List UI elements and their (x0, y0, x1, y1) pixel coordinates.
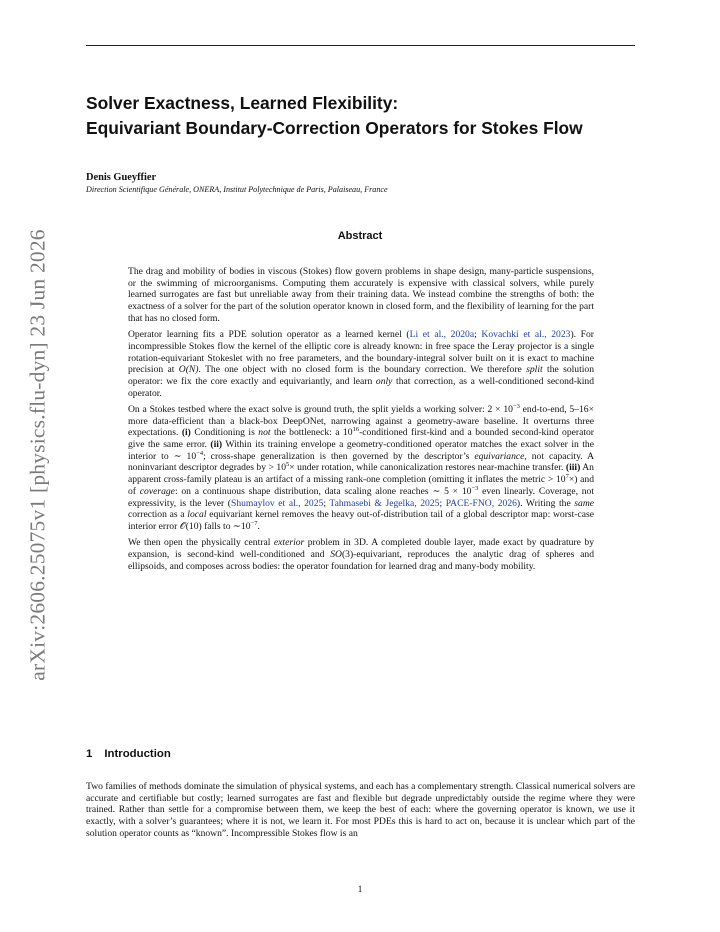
section-title: Introduction (104, 748, 171, 760)
citation-link[interactable]: Tahmasebi & Jegelka, 2025 (329, 497, 440, 509)
abstract-body (128, 266, 594, 577)
abstract-paragraph-2: Operator learning fits a PDE solution operator as a learned kernel (Li et al., 2020a; Kovachki et al., 2023). For incompressible Stokes flow the kernel of the elliptic core is already known: in free space the Leray projector is a single rotation-equivariant Stokeslet with no free parameters, and the boundary-integral solver built on it is exact to machine precision at O(N). The one object with no closed form is the boundary correction. We therefore split the solution operator: we fix the core exactly and equivariantly, and learn only that correction, as a well-conditioned second-kind operator. (128, 329, 595, 399)
abstract-paragraph-4: We then open the physically central exterior problem in 3D. A completed double layer, made exact by quadrature by expansion, is second-kind well-conditioned and SO(3)-equivariant, reproduces the analytic drag of spheres and ellipsoids, and composes across bodies: the operator foundation for learned drag and many-body mobility. (128, 537, 594, 572)
citation-link[interactable]: PACE-FNO, 2026 (445, 497, 517, 509)
introduction-text: Two families of methods dominate the simulation of physical systems, and each has a complementary strength. Classical numerical solvers are accurate and certifiable but costly; learned surrogates are fast and flexible but degrade unpredictably outside the regime where they were trained. Rather than settle for a compromise between them, we keep the best of each: where the governing operator is known, we use it exactly, with a solver’s guarantees; where it is not, we learn it. For most PDEs this is hard to act on, because it is unclear which part of the solution operator counts as “known”. Incompressible Stokes flow is an (86, 781, 635, 839)
top-rule (86, 45, 635, 46)
author-name: Denis Gueyffier (86, 172, 157, 183)
abstract-heading: Abstract (337, 230, 383, 242)
citation-link[interactable]: Shumaylov et al., 2025 (231, 497, 324, 509)
section-number: 1 (86, 748, 93, 760)
citation-link[interactable]: Li et al., 2020a (409, 329, 475, 341)
title-line-2: Equivariant Boundary-Correction Operators for Stokes Flow (86, 118, 583, 138)
title-line-1: Solver Exactness, Learned Flexibility: (86, 93, 399, 113)
citation-link[interactable]: Kovachki et al., 2023 (481, 329, 571, 341)
page-number: 1 (357, 884, 363, 895)
paper-title (86, 91, 646, 141)
abstract-paragraph-1: The drag and mobility of bodies in viscous (Stokes) flow govern problems in shape design, many-particle suspensions, or the swimming of microorganisms. Computing them accurately is expensive with classical solvers, while purely learned surrogates are fast but unreliable away from their training data. We instead combine the strengths of both: the exactness of a solver for the part of the solution operator known in closed form, and the flexibility of learning for the part that has no closed form. (128, 266, 594, 324)
author-affiliation: Direction Scientifique Générale, ONERA, Institut Polytechnique de Paris, Palaiseau, France (86, 185, 388, 194)
section-heading (86, 748, 171, 760)
abstract-paragraph-3: On a Stokes testbed where the exact solve is ground truth, the split yields a working solver: $2 \times 10^{-3}$ end-to-end, 5–16× more data-efficient than a black-box DeepONet, narrowing against a geometry-aware baseline. It overturns three expectations. (i) Conditioning is not the bottleneck: a $10^{16}$-conditioned first-kind and a bounded second-kind operator give the same error. (ii) Within its training envelope a geometry-conditioned operator matches the exact solver in the interior to ∼ $10^{-4}$; cross-shape generalization is then governed by the descriptor’s equivariance, not capacity. A noninvariant descriptor degrades by > $10^5\times$ under rotation, while canonicalization restores near-machine transfer. (iii) An apparent cross-family plateau is an artifact of a missing rank-one completion (omitting it inflates the metric > $10^7\times$) and of coverage: on a continuous shape distribution, data scaling alone reaches ∼ $5 \times 10^{-3}$ even linearly. Coverage, not expressivity, is the lever (Shumaylov et al., 2025; Tahmasebi & Jegelka, 2025; PACE-FNO, 2026). Writing the same correction as a local equivariant kernel removes the heavy out-of-distribution tail of a global descriptor map: worst-case interior error 𝒪(10) falls to $\sim 10^{-7}$. (128, 402, 595, 532)
